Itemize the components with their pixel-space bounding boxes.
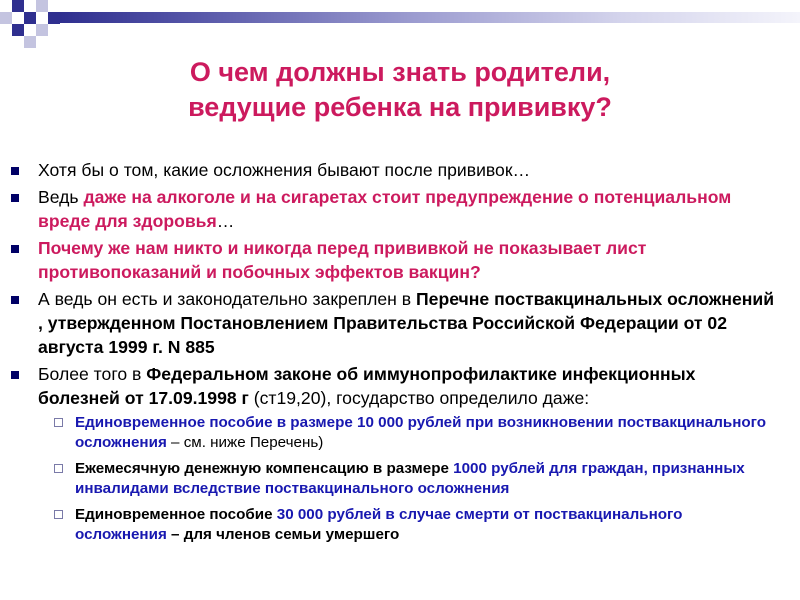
sub-bullet-emphasis: Единовременное пособие в размере 10 000 рублей при возникновении поствакцинального осложнения bbox=[75, 414, 767, 451]
header-squares-decoration bbox=[0, 0, 60, 48]
bullet-text: (ст19,20), государство определило даже: bbox=[248, 388, 590, 408]
bullet-text: Хотя бы о том, какие осложнения бывают после прививок… bbox=[38, 160, 531, 180]
bullet-item bbox=[8, 236, 778, 284]
header-square bbox=[12, 0, 24, 12]
bullet-emphasis: Почему же нам никто и никогда перед прививкой не показывает лист противопоказаний и побочных эффектов вакцин? bbox=[38, 238, 647, 282]
sub-bullet-text: – для членов семьи умершего bbox=[166, 526, 400, 543]
bullet-marker-icon bbox=[11, 194, 19, 202]
slide-body bbox=[8, 158, 778, 551]
sub-bullet-item bbox=[8, 505, 778, 545]
bullet-text: Ведь bbox=[38, 187, 84, 207]
bullet-marker-icon bbox=[11, 167, 19, 175]
sub-bullet-marker-icon bbox=[54, 510, 63, 519]
sub-bullet-text: – см. ниже Перечень) bbox=[166, 434, 324, 451]
header-square bbox=[12, 24, 24, 36]
bullet-item bbox=[8, 287, 778, 359]
sub-bullet-marker-icon bbox=[54, 418, 63, 427]
bullet-marker-icon bbox=[11, 245, 19, 253]
bullet-marker-icon bbox=[11, 371, 19, 379]
bullet-marker-icon bbox=[11, 296, 19, 304]
bullet-item bbox=[8, 158, 778, 182]
header-square bbox=[0, 12, 12, 24]
bullet-text: Более того в bbox=[38, 364, 147, 384]
header-gradient-bar bbox=[60, 12, 800, 23]
bullet-item bbox=[8, 185, 778, 233]
sub-bullet-item bbox=[8, 459, 778, 499]
bullet-text: … bbox=[216, 211, 235, 231]
sub-bullet-text: Единовременное пособие bbox=[75, 506, 277, 523]
header-square bbox=[24, 36, 36, 48]
bullet-emphasis: Федеральном законе об иммунопрофилактике инфекционных болезней от 17.09.1998 г bbox=[38, 364, 696, 408]
slide-title-line: ведущие ребенка на прививку? bbox=[188, 92, 612, 122]
bullet-item bbox=[8, 362, 778, 410]
slide-title bbox=[60, 55, 740, 125]
header-square bbox=[48, 12, 60, 24]
sub-bullet-emphasis: 30 000 рублей в случае смерти от поствакцинального осложнения bbox=[75, 506, 683, 543]
header-square bbox=[36, 0, 48, 12]
bullet-emphasis: даже на алкоголе и на сигаретах стоит предупреждение о потенциальном вреде для здоровья bbox=[38, 187, 732, 231]
sub-bullet-marker-icon bbox=[54, 464, 63, 473]
header-square bbox=[24, 12, 36, 24]
sub-bullet-emphasis: 1000 рублей для граждан, признанных инвалидами вследствие поствакцинального осложнения bbox=[75, 460, 745, 497]
sub-bullet-item bbox=[8, 413, 778, 453]
header-square bbox=[36, 24, 48, 36]
bullet-emphasis: Перечне поствакцинальных осложнений , утвержденном Постановлением Правительства Российской Федерации от 02 августа 1999 г. N 885 bbox=[38, 289, 775, 357]
slide-title-line: О чем должны знать родители, bbox=[189, 57, 611, 87]
bullet-text: А ведь он есть и законодательно закреплен в bbox=[38, 289, 417, 309]
sub-bullet-text: Ежемесячную денежную компенсацию в размере bbox=[75, 460, 454, 477]
